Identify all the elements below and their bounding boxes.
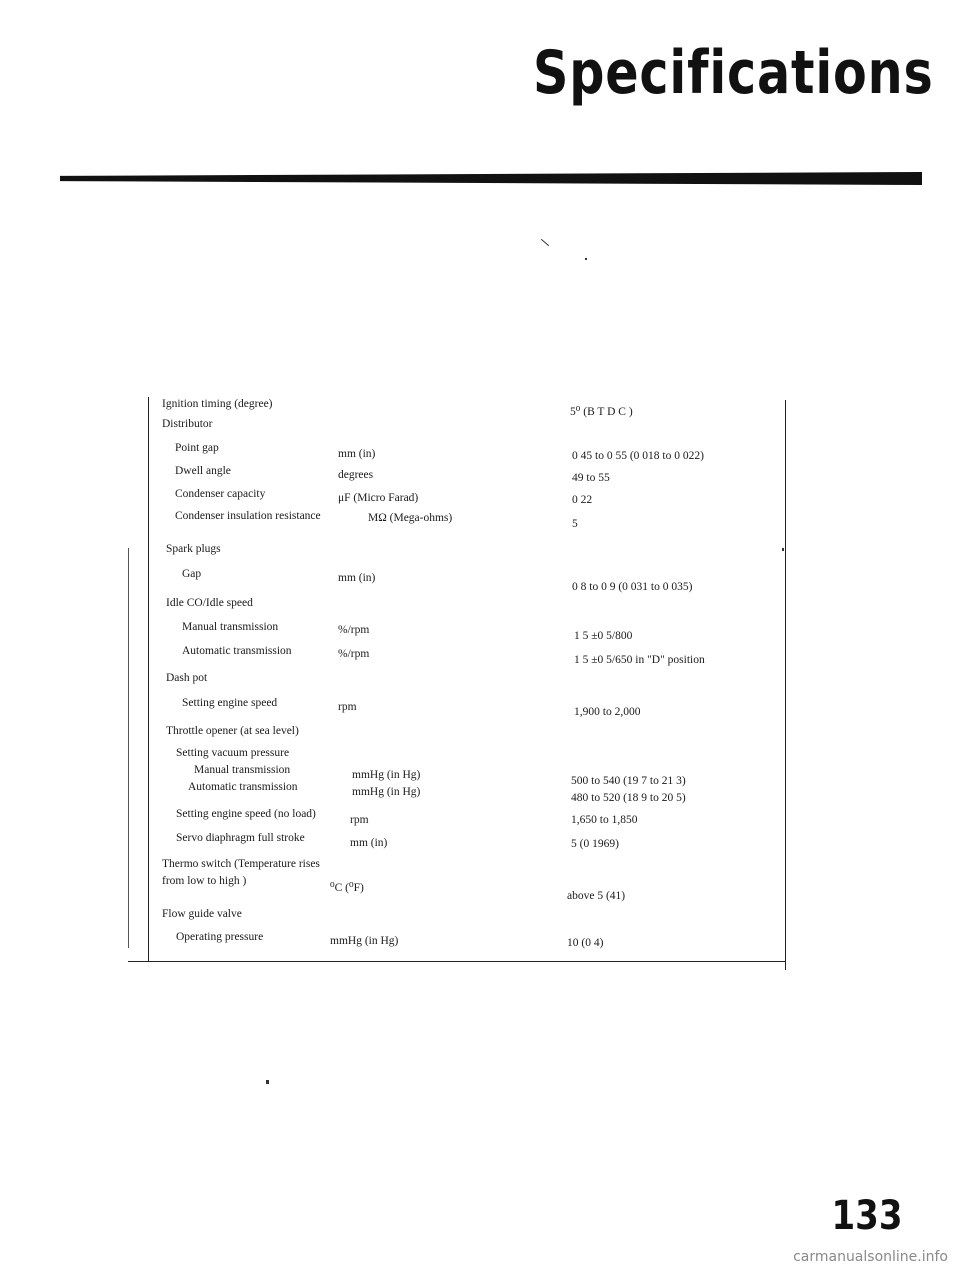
spec-value: 0 22 [572,494,593,506]
spec-unit: mmHg (in Hg) [330,935,399,947]
spec-label: Automatic transmission [188,781,298,793]
spec-label: Manual transmission [182,621,279,633]
spec-unit: mm (in) [338,572,376,584]
spec-value: 5 (0 1969) [571,838,619,850]
spec-section-label: Dash pot [166,672,208,684]
spec-value: 1,650 to 1,850 [571,814,638,826]
spec-label: Gap [182,568,202,580]
spec-unit: mm (in) [338,448,376,460]
spec-section-label: Idle CO/Idle speed [166,597,253,609]
spec-label: Ignition timing (degree) [162,398,273,410]
spec-section-label: Throttle opener (at sea level) [166,725,299,737]
spec-label: Automatic transmission [182,645,292,657]
scan-mark [266,1080,269,1084]
spec-section-label: Spark plugs [166,543,221,555]
spec-label: Condenser insulation resistance [175,510,321,522]
scan-mark [541,239,549,246]
spec-value: 1 5 ±0 5/650 in "D" position [574,654,705,666]
spec-unit: degrees [338,469,374,481]
spec-unit: MΩ (Mega-ohms) [368,512,453,524]
spec-value: above 5 (41) [567,890,626,902]
page-title: Specifications [533,38,934,108]
spec-section-label: Distributor [162,418,213,430]
table-border-left-inner [128,548,129,948]
spec-value: 49 to 55 [572,472,610,484]
spec-section-label: Flow guide valve [162,908,242,920]
spec-value: 10 (0 4) [567,937,604,949]
spec-unit: mm (in) [350,837,388,849]
spec-value: 0 8 to 0 9 (0 031 to 0 035) [572,581,693,593]
spec-label: Condenser capacity [175,488,266,500]
spec-label: Point gap [175,442,219,454]
spec-value: 500 to 540 (19 7 to 21 3) [571,775,686,787]
spec-label: Manual transmission [194,764,291,776]
watermark: carmanualsonline.info [793,1249,948,1265]
spec-unit: rpm [350,814,369,826]
spec-value: 1,900 to 2,000 [574,706,641,718]
spec-label: Setting engine speed (no load) [176,808,316,820]
scan-mark [782,548,784,551]
spec-label: Operating pressure [176,931,264,943]
table-border-right [785,400,786,970]
spec-label: Servo diaphragm full stroke [176,832,305,844]
spec-value: 5⁰ (B T D C ) [570,406,633,418]
table-border-bottom [128,961,786,962]
header-rule [60,172,922,185]
spec-unit: mmHg (in Hg) [352,786,421,798]
spec-section-label: Thermo switch (Temperature rises [162,858,320,870]
spec-value: 480 to 520 (18 9 to 20 5) [571,792,686,804]
spec-value: 5 [572,518,578,530]
scan-mark [585,258,587,260]
spec-unit: μF (Micro Farad) [338,492,419,504]
spec-label: Setting engine speed [182,697,278,709]
spec-label: Dwell angle [175,465,231,477]
spec-unit: mmHg (in Hg) [352,769,421,781]
page-number: 133 [831,1193,902,1239]
table-border-left [148,397,149,962]
spec-value: 0 45 to 0 55 (0 018 to 0 022) [572,450,704,462]
spec-unit: %/rpm [338,648,370,660]
spec-unit: ⁰C (⁰F) [330,882,364,894]
spec-label: from low to high ) [162,875,247,887]
spec-unit: rpm [338,701,357,713]
spec-label: Setting vacuum pressure [176,747,290,759]
spec-value: 1 5 ±0 5/800 [574,630,633,642]
spec-unit: %/rpm [338,624,370,636]
